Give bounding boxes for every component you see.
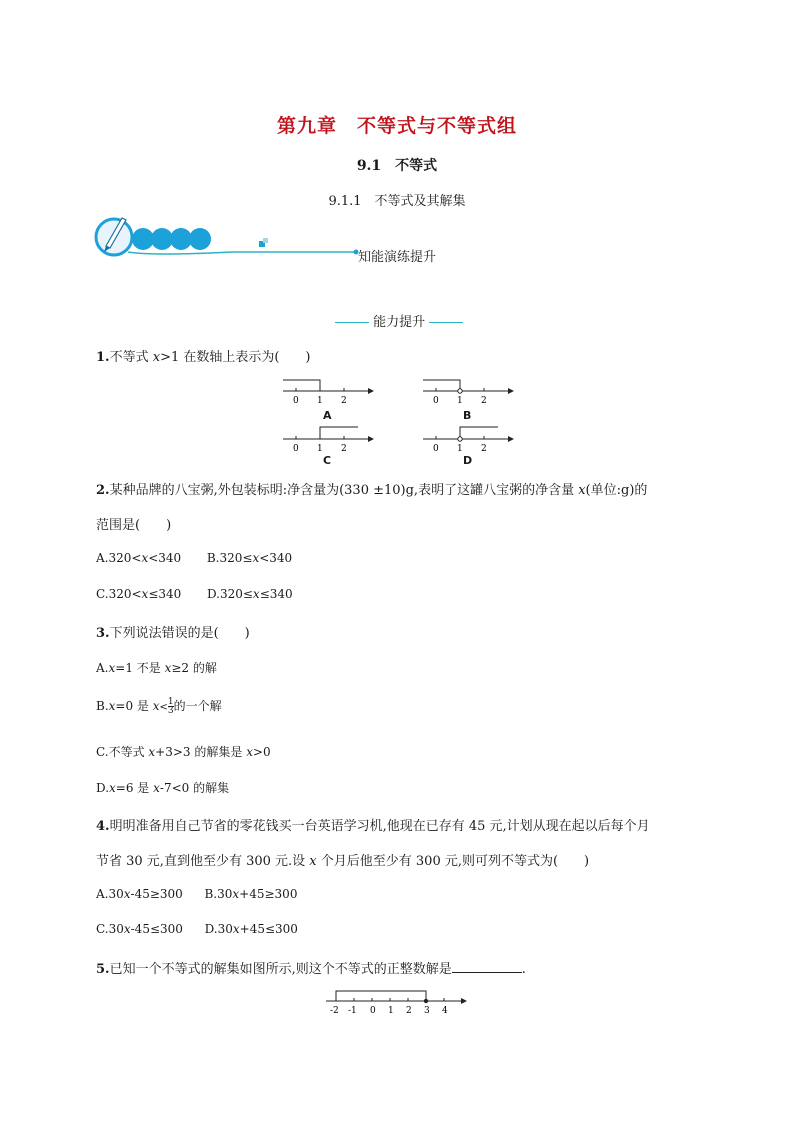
q1-text-end: >1 在数轴上表示为( ) (160, 350, 311, 365)
q3-variable: x (246, 745, 253, 759)
q2-options-row1 (96, 551, 292, 565)
q3-variable: x (153, 781, 160, 795)
banner-dot (151, 228, 173, 250)
q3-option-b: B.x=0 是 x< $\frac{1}{3}$ 的一个解 (96, 697, 222, 716)
q1-number-lines (278, 374, 518, 470)
question-number: 3. (96, 626, 110, 641)
question-5 (96, 958, 526, 977)
tick-label: 0 (293, 444, 299, 454)
tick-label: 1 (457, 396, 463, 406)
question-4 (96, 815, 650, 834)
q3-variable: x (108, 661, 116, 675)
q4-line2 (96, 850, 589, 869)
q4-variable: x (232, 887, 240, 901)
q2-variable: x (252, 551, 260, 565)
tick-label: 4 (442, 1006, 448, 1016)
q2-option-d-end: ≤340 (259, 587, 293, 601)
tick-label: 1 (457, 444, 463, 454)
tick-label: 2 (481, 444, 487, 454)
option-label-b: B (463, 409, 472, 422)
q3-option-a-mid: =1 不是 (115, 661, 165, 675)
question-number: 4. (96, 819, 110, 834)
q2-variable: x (141, 551, 149, 565)
question-2 (96, 479, 647, 498)
q3-variable: x (164, 661, 172, 675)
q3-option-d-text: D. (96, 781, 110, 795)
q3-option-b-mid: =0 是 (115, 699, 153, 713)
q4-options-row2 (96, 922, 298, 936)
q3-option-c-mid: +3>3 的解集是 (155, 745, 247, 759)
question-number: 1. (96, 350, 110, 365)
q4-option-a-end: -45≥300 (130, 887, 183, 901)
q4-variable: x (232, 922, 240, 936)
q3-variable: x (109, 781, 116, 795)
q4-variable: x (123, 887, 131, 901)
q2-option-a: A.320< (96, 551, 142, 565)
q5-text-end: . (521, 962, 526, 977)
question-number: 5. (96, 962, 110, 977)
q3-option-d (96, 779, 229, 796)
q3-text: 下列说法错误的是( ) (109, 626, 250, 641)
q4-option-b: B.30 (204, 887, 233, 901)
answer-blank[interactable] (452, 960, 522, 973)
q3-option-d-mid: =6 是 (115, 781, 154, 795)
q1-text: 不等式 (109, 350, 153, 365)
tick-label: -1 (348, 1006, 357, 1016)
tick-label: 2 (406, 1006, 412, 1016)
subsection-title: 9.1.1 不等式及其解集 (328, 194, 466, 209)
q4-option-d: D.30 (204, 922, 233, 936)
question-1 (96, 346, 311, 365)
q3-option-a-text: A. (96, 661, 109, 675)
q2-option-b: B.320≤ (206, 551, 253, 565)
banner-dot (189, 228, 211, 250)
q4-option-b-end: +45≥300 (239, 887, 298, 901)
q2-options-row2 (96, 587, 293, 601)
section-banner (92, 212, 362, 262)
q2-variable: x (578, 483, 586, 498)
q4-options-row1 (96, 887, 297, 901)
q3-option-c-text: C.不等式 (96, 745, 149, 759)
q2-option-d: D.320≤ (206, 587, 253, 601)
number-line-c (283, 427, 373, 454)
tick-label: -2 (330, 1006, 339, 1016)
q3-variable: x (152, 699, 160, 713)
tick-label: 0 (370, 1006, 376, 1016)
q3-option-b-end: 的一个解 (173, 699, 222, 713)
ability-heading (335, 311, 463, 330)
q3-option-b-text: B. (96, 699, 109, 713)
q2-line2: 范围是( ) (96, 518, 172, 533)
banner-label: 知能演练提升 (358, 250, 437, 265)
q4-option-a: A.30 (96, 887, 124, 901)
tick-label: 1 (317, 396, 323, 406)
q2-variable: x (141, 587, 149, 601)
q5-text: 已知一个不等式的解集如图所示,则这个不等式的正整数解是 (109, 962, 452, 977)
option-label-a: A (323, 409, 332, 422)
q2-text: 某种品牌的八宝粥,外包装标明:净含量为(330 ±10)g,表明了这罐八宝粥的净含量 (109, 483, 579, 498)
question-number: 2. (96, 483, 110, 498)
tick-label: 1 (388, 1006, 394, 1016)
q5-number-line (322, 984, 472, 1016)
option-label-c: C (323, 454, 332, 467)
q3-option-a (96, 659, 217, 676)
tick-label: 3 (424, 1006, 430, 1016)
q4-option-c: C.30 (96, 922, 124, 936)
number-line-d (423, 427, 513, 454)
option-label-d: D (463, 454, 473, 467)
banner-dot (170, 228, 192, 250)
q4-text: 明明准备用自己节省的零花钱买一台英语学习机,他现在已存有 45 元,计划从现在起以后每个月 (109, 819, 650, 834)
q2-variable: x (252, 587, 260, 601)
q3-variable: x (148, 745, 156, 759)
tick-label: 2 (481, 396, 487, 406)
q4-variable: x (309, 854, 317, 869)
brush-icon (96, 218, 132, 255)
q3-option-c (96, 743, 271, 760)
tick-label: 0 (433, 396, 439, 406)
q2-text-end: (单位:g)的 (585, 483, 648, 498)
q4-line2-end: 个月后他至少有 300 元,则可列不等式为( ) (316, 854, 590, 869)
number-line-a (283, 380, 373, 406)
q1-variable: x (152, 350, 161, 365)
chapter-title: 第九章 不等式与不等式组 (276, 115, 517, 137)
q4-variable: x (123, 922, 131, 936)
question-3 (96, 622, 250, 641)
ability-heading-text: 能力提升 (373, 315, 426, 330)
q4-option-d-end: +45≤300 (239, 922, 298, 936)
q3-option-c-end: >0 (252, 745, 271, 759)
q2-option-c-end: ≤340 (148, 587, 182, 601)
tick-label: 0 (293, 396, 299, 406)
q4-line2-text: 节省 30 元,直到他至少有 300 元.设 (96, 854, 310, 869)
number-line-b (423, 380, 513, 406)
fraction-denominator: 3 (167, 706, 174, 716)
section-title: 9.1 不等式 (356, 158, 438, 174)
tick-label: 0 (433, 444, 439, 454)
q3-option-a-end: ≥2 的解 (171, 661, 217, 675)
q2-option-c: C.320< (96, 587, 142, 601)
fraction-numerator: 1 (167, 697, 174, 707)
tick-label: 2 (341, 396, 347, 406)
q4-option-c-end: -45≤300 (130, 922, 183, 936)
q3-variable: x (108, 699, 116, 713)
banner-dot (132, 228, 154, 250)
q3-option-d-end: -7<0 的解集 (159, 781, 230, 795)
tick-label: 2 (341, 444, 347, 454)
tick-label: 1 (317, 444, 323, 454)
q2-option-b-end: <340 (259, 551, 293, 565)
q2-option-a-end: <340 (148, 551, 182, 565)
